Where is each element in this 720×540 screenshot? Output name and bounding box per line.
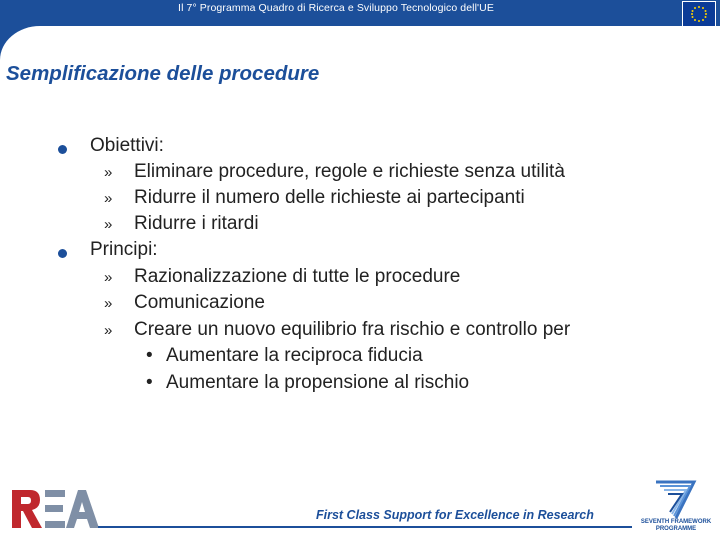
list-item-text: Razionalizzazione di tutte le procedure: [134, 266, 461, 287]
chevron-right-icon: »: [104, 190, 113, 207]
chevron-right-icon: »: [104, 269, 113, 286]
banner-curve: [0, 26, 720, 66]
list-item: [104, 292, 265, 315]
chevron-right-icon: »: [104, 164, 113, 181]
list-item-text: Creare un nuovo equilibrio fra rischio e controllo per: [134, 319, 571, 340]
list-item-text: Ridurre i ritardi: [134, 213, 259, 234]
list-item: [104, 319, 570, 342]
chevron-right-icon: »: [104, 322, 113, 339]
chevron-right-icon: »: [104, 216, 113, 233]
fp7-logo-text: [640, 519, 712, 533]
sub-list-item-text: Aumentare la propensione al rischio: [166, 372, 470, 393]
sub-list-item: [146, 345, 423, 367]
fp7-line1: SEVENTH FRAMEWORK: [640, 519, 712, 525]
bullet-dot-icon: [58, 249, 67, 258]
footer-tagline: First Class Support for Excellence in Research: [316, 508, 594, 522]
fp7-line2: PROGRAMME: [655, 526, 697, 532]
list-item: [104, 213, 259, 236]
list-item-text: Ridurre il numero delle richieste ai partecipanti: [134, 187, 525, 208]
bullet-dot-icon: [58, 145, 67, 154]
bullet-icon: •: [146, 345, 153, 366]
list-item: [104, 266, 460, 289]
list-item-text: Eliminare procedure, regole e richieste senza utilità: [134, 161, 565, 182]
list-item: [104, 187, 525, 210]
sub-list-item-text: Aumentare la reciproca fiducia: [166, 345, 423, 366]
bullet-icon: •: [146, 372, 153, 393]
rea-logo: [8, 488, 100, 535]
header-title: Il 7° Programma Quadro di Ricerca e Sviluppo Tecnologico dell'UE: [178, 2, 494, 14]
bullet-heading: Obiettivi:: [90, 135, 164, 156]
list-item-text: Comunicazione: [134, 292, 265, 313]
eu-flag-icon: [682, 1, 716, 27]
chevron-right-icon: »: [104, 295, 113, 312]
footer-divider: [98, 526, 632, 528]
slide-title: Semplificazione delle procedure: [6, 62, 320, 85]
list-item: [104, 161, 565, 184]
bullet-heading: Principi:: [90, 239, 158, 260]
sub-list-item: [146, 372, 469, 394]
